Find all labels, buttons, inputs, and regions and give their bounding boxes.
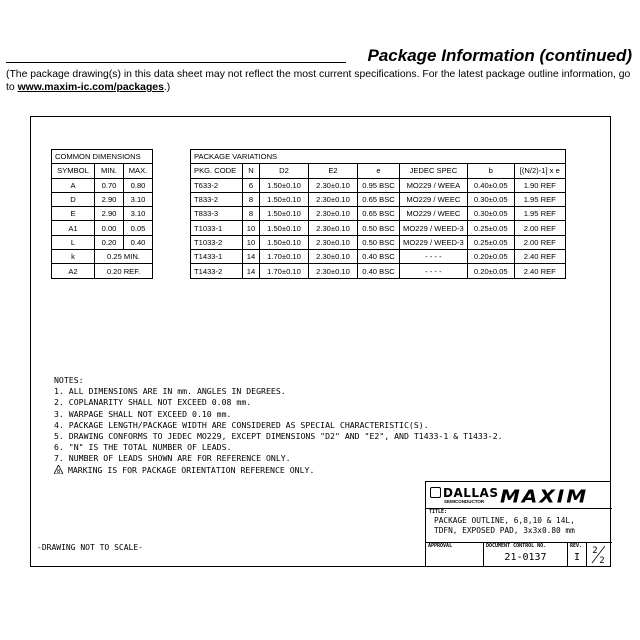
- table-cell: T1033-1: [191, 221, 243, 235]
- table-cell: 1.70±0.10: [260, 250, 309, 264]
- table-cell: 14: [243, 250, 260, 264]
- table-row: [191, 264, 566, 278]
- table-cell: T833-3: [191, 207, 243, 221]
- packages-link[interactable]: www.maxim-ic.com/packages: [17, 82, 164, 93]
- note-item: 7. NUMBER OF LEADS SHOWN ARE FOR REFERENCE ONLY.: [54, 453, 291, 464]
- table-cell: 0.30±0.05: [467, 207, 514, 221]
- column-header: N: [243, 164, 260, 178]
- marking-note-number: 8: [56, 468, 61, 474]
- logo-row: [426, 482, 612, 509]
- header-note-suffix: .): [163, 82, 171, 93]
- revision-label: REV.: [570, 543, 583, 549]
- revision-value: I: [573, 552, 581, 563]
- header-note-text: (The package drawing(s) in this data sheet may not reflect the most current specifications. For the latest package outline information, go to: [6, 69, 631, 93]
- table-cell: 2.30±0.10: [309, 221, 358, 235]
- column-header: MIN.: [95, 164, 124, 178]
- table-cell: T1033-2: [191, 235, 243, 249]
- maxim-logo: MAXIM: [500, 485, 589, 507]
- table-cell: 2.30±0.10: [309, 235, 358, 249]
- table-cell: 2.00 REF: [514, 235, 565, 249]
- table-cell: 1.50±0.10: [260, 178, 309, 192]
- table-cell: MO229 / WEED-3: [400, 221, 468, 235]
- table-row: [52, 207, 153, 221]
- column-header: b: [467, 164, 514, 178]
- table-row: [191, 207, 566, 221]
- sheet-fraction: [590, 544, 608, 564]
- table-cell: 0.95 BSC: [358, 178, 400, 192]
- drawing-title-line: TDFN, EXPOSED PAD, 3x3x0.80 mm: [434, 526, 575, 535]
- table-row: [191, 235, 566, 249]
- column-header: [(N/2)-1] x e: [514, 164, 565, 178]
- table-cell: 0.20±0.05: [467, 264, 514, 278]
- table-cell: 2.30±0.10: [309, 178, 358, 192]
- approval-label: APPROVAL: [428, 543, 453, 549]
- table-cell: 0.25±0.05: [467, 235, 514, 249]
- title-block-bottom-row: [426, 542, 612, 567]
- table-cell: 0.50 BSC: [358, 235, 400, 249]
- document-number: 21-0137: [504, 552, 547, 563]
- table-cell: 0.20 REF.: [95, 264, 153, 278]
- note-item: 4. PACKAGE LENGTH/PACKAGE WIDTH ARE CONSIDERED AS SPECIAL CHARACTERISTIC(S).: [54, 419, 429, 430]
- table-row: [191, 192, 566, 206]
- table-cell: 0.40: [124, 235, 153, 249]
- table-cell: 2.30±0.10: [309, 250, 358, 264]
- note-item-marking: [54, 465, 503, 476]
- dallas-logo-subtext: SEMICONDUCTOR: [444, 499, 485, 504]
- notes-heading: NOTES:: [54, 375, 84, 385]
- table-cell: 0.30±0.05: [467, 192, 514, 206]
- table-cell: 1.50±0.10: [260, 192, 309, 206]
- column-header: MAX.: [124, 164, 153, 178]
- table-row: [52, 250, 153, 264]
- table-cell: 2.00 REF: [514, 221, 565, 235]
- table-cell: 0.40 BSC: [358, 264, 400, 278]
- column-header: D2: [260, 164, 309, 178]
- table-cell: 3.10: [124, 192, 153, 206]
- table-cell: 0.70: [95, 178, 124, 192]
- common-dimensions-table: [51, 149, 153, 279]
- marking-note-text: MARKING IS FOR PACKAGE ORIENTATION REFERENCE ONLY.: [67, 464, 315, 475]
- table-cell: 0.25 MIN.: [95, 250, 153, 264]
- table-cell: 2.30±0.10: [309, 192, 358, 206]
- table-cell: 8: [243, 192, 260, 206]
- drawing-title-line: PACKAGE OUTLINE, 6,8,10 & 14L,: [434, 516, 575, 525]
- table-cell: MO229 / WEEA: [400, 178, 468, 192]
- table-cell: 1.50±0.10: [260, 235, 309, 249]
- table-cell: 0.25±0.05: [467, 221, 514, 235]
- table-cell: - - - -: [400, 264, 468, 278]
- revision-cell: [568, 542, 587, 567]
- table-cell: MO229 / WEEC: [400, 192, 468, 206]
- table-cell: 14: [243, 264, 260, 278]
- note-item: 6. "N" IS THE TOTAL NUMBER OF LEADS.: [54, 442, 232, 453]
- sheet-numerator: 2: [592, 546, 598, 556]
- table-cell: 2.40 REF: [514, 264, 565, 278]
- approval-cell: [426, 542, 484, 567]
- common-dimensions-title: COMMON DIMENSIONS: [52, 150, 153, 164]
- table-row: [191, 250, 566, 264]
- title-box: [426, 508, 612, 543]
- package-variations-title: PACKAGE VARIATIONS: [191, 150, 566, 164]
- table-cell: 1.50±0.10: [260, 221, 309, 235]
- table-cell: 0.20: [95, 235, 124, 249]
- table-row: [52, 192, 153, 206]
- drawing-frame: [30, 116, 611, 567]
- table-cell: 6: [243, 178, 260, 192]
- table-cell: A: [52, 178, 95, 192]
- table-row: [52, 178, 153, 192]
- table-cell: 0.50 BSC: [358, 221, 400, 235]
- table-cell: 0.80: [124, 178, 153, 192]
- header-note: [6, 68, 636, 94]
- column-header: SYMBOL: [52, 164, 95, 178]
- table-cell: T1433-2: [191, 264, 243, 278]
- table-cell: D: [52, 192, 95, 206]
- table-cell: 2.30±0.10: [309, 264, 358, 278]
- drawing-title: [434, 516, 575, 536]
- table-cell: 1.70±0.10: [260, 264, 309, 278]
- table-row: [52, 221, 153, 235]
- drawing-not-to-scale: -DRAWING NOT TO SCALE-: [37, 543, 143, 552]
- table-cell: 0.40 BSC: [358, 250, 400, 264]
- table-cell: k: [52, 250, 95, 264]
- table-cell: 0.05: [124, 221, 153, 235]
- table-cell: T833-2: [191, 192, 243, 206]
- column-header: E2: [309, 164, 358, 178]
- table-cell: 0.40±0.05: [467, 178, 514, 192]
- table-row: [52, 235, 153, 249]
- table-cell: 0.00: [95, 221, 124, 235]
- table-cell: 1.95 REF: [514, 192, 565, 206]
- table-cell: MO229 / WEEC: [400, 207, 468, 221]
- table-cell: 0.65 BSC: [358, 192, 400, 206]
- table-cell: T633-2: [191, 178, 243, 192]
- table-cell: 2.90: [95, 207, 124, 221]
- package-variations-table: [190, 149, 566, 279]
- notes-block: [54, 375, 503, 476]
- page-title: Package Information (continued): [367, 46, 632, 65]
- table-cell: 0.65 BSC: [358, 207, 400, 221]
- document-control-cell: [484, 542, 568, 567]
- table-cell: L: [52, 235, 95, 249]
- table-cell: 8: [243, 207, 260, 221]
- table-row: [191, 178, 566, 192]
- dallas-logo-icon: [430, 487, 441, 498]
- note-item: 1. ALL DIMENSIONS ARE IN mm. ANGLES IN DEGREES.: [54, 386, 286, 397]
- table-cell: 1.95 REF: [514, 207, 565, 221]
- table-cell: MO229 / WEED-3: [400, 235, 468, 249]
- title-label: TITLE:: [429, 509, 448, 515]
- table-cell: 2.30±0.10: [309, 207, 358, 221]
- table-cell: 1.90 REF: [514, 178, 565, 192]
- column-header: PKG. CODE: [191, 164, 243, 178]
- sheet-denominator: 2: [599, 556, 605, 564]
- document-control-label: DOCUMENT CONTROL NO.: [486, 543, 547, 549]
- note-item: 3. WARPAGE SHALL NOT EXCEED 0.10 mm.: [54, 408, 232, 419]
- table-cell: 2.40 REF: [514, 250, 565, 264]
- column-header: JEDEC SPEC: [400, 164, 468, 178]
- table-cell: 10: [243, 235, 260, 249]
- title-block: [425, 481, 611, 566]
- table-cell: E: [52, 207, 95, 221]
- table-row: [52, 264, 153, 278]
- table-cell: T1433-1: [191, 250, 243, 264]
- table-cell: 0.20±0.05: [467, 250, 514, 264]
- table-cell: - - - -: [400, 250, 468, 264]
- column-header: e: [358, 164, 400, 178]
- note-item: 5. DRAWING CONFORMS TO JEDEC MO229, EXCEPT DIMENSIONS "D2" AND "E2", AND T1433-1 & T1433-2.: [54, 431, 503, 442]
- table-cell: 1.50±0.10: [260, 207, 309, 221]
- header-rule: [6, 62, 346, 63]
- dallas-logo-text: DALLAS: [443, 486, 499, 500]
- table-cell: 2.90: [95, 192, 124, 206]
- table-cell: A1: [52, 221, 95, 235]
- triangle-8-icon: [54, 465, 63, 474]
- table-cell: 3.10: [124, 207, 153, 221]
- sheet-number: [590, 544, 608, 567]
- table-cell: A2: [52, 264, 95, 278]
- note-item: 2. COPLANARITY SHALL NOT EXCEED 0.08 mm.: [54, 397, 252, 408]
- dallas-logo: [430, 486, 498, 500]
- table-row: [191, 221, 566, 235]
- table-cell: 10: [243, 221, 260, 235]
